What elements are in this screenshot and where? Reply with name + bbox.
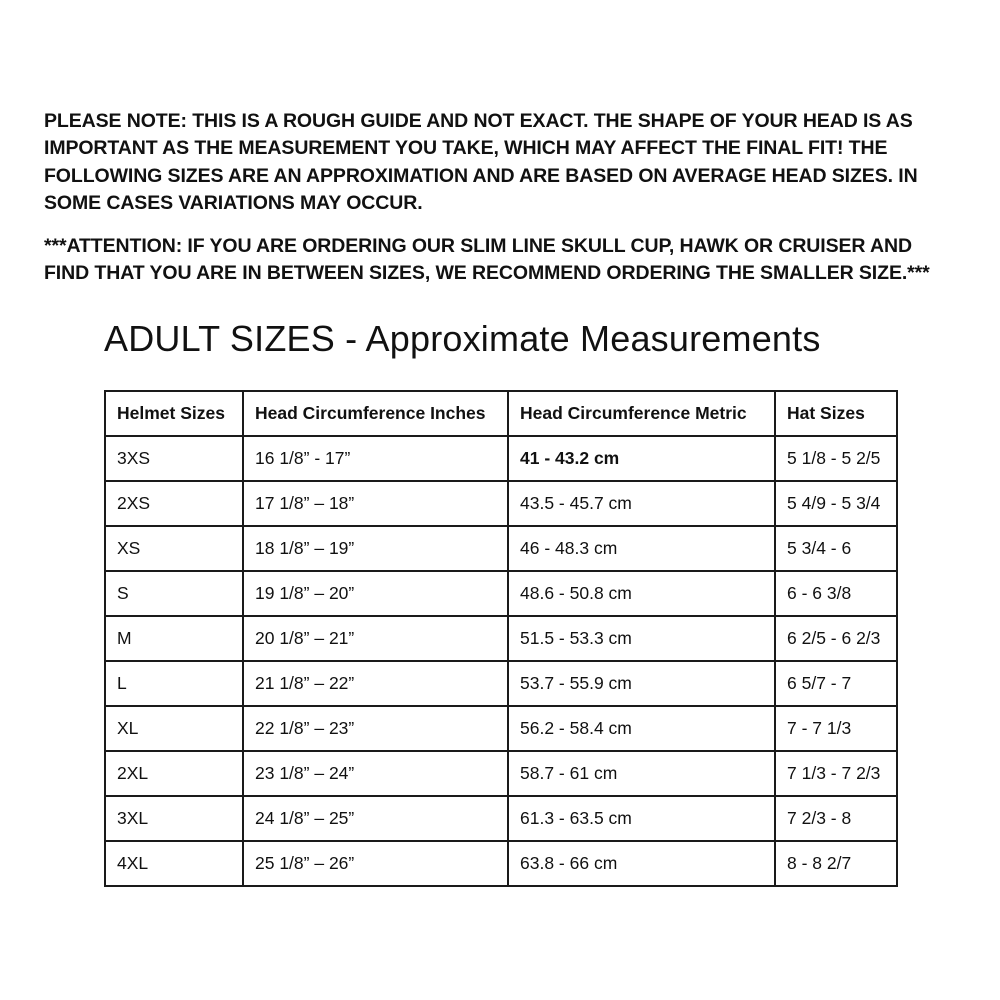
table-row [105, 661, 897, 706]
page-title-lead: ADULT SIZES [104, 318, 335, 359]
cell-helmet-size: 4XL [105, 841, 243, 886]
cell-helmet-size: L [105, 661, 243, 706]
table-row [105, 481, 897, 526]
table-row [105, 526, 897, 571]
cell-metric: 41 - 43.2 cm [508, 436, 775, 481]
cell-helmet-size: 2XL [105, 751, 243, 796]
page-title [104, 318, 821, 360]
table-body [105, 436, 897, 886]
cell-inches: 20 1/8” – 21” [243, 616, 508, 661]
cell-inches: 16 1/8” - 17” [243, 436, 508, 481]
note-paragraph-2: ***ATTENTION: IF YOU ARE ORDERING OUR SLIM LINE SKULL CUP, HAWK OR CRUISER AND FIND THAT YOU ARE IN BETWEEN SIZES, WE RECOMMEND ORDERING THE SMALLER SIZE.*** [44, 235, 930, 285]
note-paragraph-1: PLEASE NOTE: THIS IS A ROUGH GUIDE AND NOT EXACT. THE SHAPE OF YOUR HEAD IS AS IMPORTANT AS THE MEASUREMENT YOU TAKE, WHICH MAY AFFECT THE FINAL FIT! THE FOLLOWING SIZES ARE AN APPROXIMATION AND ARE BASED ON AVERAGE HEAD SIZES. IN SOME CASES VARIATIONS MAY OCCUR. [44, 110, 918, 214]
cell-inches: 23 1/8” – 24” [243, 751, 508, 796]
cell-helmet-size: XL [105, 706, 243, 751]
cell-metric: 63.8 - 66 cm [508, 841, 775, 886]
cell-inches: 21 1/8” – 22” [243, 661, 508, 706]
cell-hat-size: 7 - 7 1/3 [775, 706, 897, 751]
cell-helmet-size: 2XS [105, 481, 243, 526]
column-header-head-circumference-inches: Head Circumference Inches [243, 391, 508, 436]
cell-helmet-size: XS [105, 526, 243, 571]
column-header-head-circumference-metric: Head Circumference Metric [508, 391, 775, 436]
size-table [104, 390, 898, 887]
cell-hat-size: 5 1/8 - 5 2/5 [775, 436, 897, 481]
table-row [105, 706, 897, 751]
cell-metric: 46 - 48.3 cm [508, 526, 775, 571]
cell-hat-size: 6 - 6 3/8 [775, 571, 897, 616]
cell-helmet-size: S [105, 571, 243, 616]
cell-inches: 17 1/8” – 18” [243, 481, 508, 526]
cell-hat-size: 5 4/9 - 5 3/4 [775, 481, 897, 526]
page-title-rest: - Approximate Measurements [334, 318, 821, 359]
cell-inches: 18 1/8” – 19” [243, 526, 508, 571]
table-row [105, 796, 897, 841]
table-row [105, 751, 897, 796]
cell-metric: 51.5 - 53.3 cm [508, 616, 775, 661]
cell-hat-size: 8 - 8 2/7 [775, 841, 897, 886]
table-row [105, 841, 897, 886]
cell-inches: 25 1/8” – 26” [243, 841, 508, 886]
table-row [105, 436, 897, 481]
cell-metric: 43.5 - 45.7 cm [508, 481, 775, 526]
cell-metric: 61.3 - 63.5 cm [508, 796, 775, 841]
table-header [105, 391, 897, 436]
cell-hat-size: 6 5/7 - 7 [775, 661, 897, 706]
cell-metric: 56.2 - 58.4 cm [508, 706, 775, 751]
table-row [105, 616, 897, 661]
cell-inches: 19 1/8” – 20” [243, 571, 508, 616]
column-header-helmet-sizes: Helmet Sizes [105, 391, 243, 436]
cell-helmet-size: 3XS [105, 436, 243, 481]
table-header-row [105, 391, 897, 436]
cell-metric: 48.6 - 50.8 cm [508, 571, 775, 616]
column-header-hat-sizes: Hat Sizes [775, 391, 897, 436]
cell-helmet-size: 3XL [105, 796, 243, 841]
cell-metric: 58.7 - 61 cm [508, 751, 775, 796]
cell-hat-size: 6 2/5 - 6 2/3 [775, 616, 897, 661]
cell-hat-size: 5 3/4 - 6 [775, 526, 897, 571]
cell-hat-size: 7 2/3 - 8 [775, 796, 897, 841]
size-table-container [104, 390, 896, 887]
cell-helmet-size: M [105, 616, 243, 661]
cell-inches: 24 1/8” – 25” [243, 796, 508, 841]
table-row [105, 571, 897, 616]
cell-inches: 22 1/8” – 23” [243, 706, 508, 751]
cell-metric: 53.7 - 55.9 cm [508, 661, 775, 706]
cell-hat-size: 7 1/3 - 7 2/3 [775, 751, 897, 796]
notes-section [44, 108, 956, 288]
